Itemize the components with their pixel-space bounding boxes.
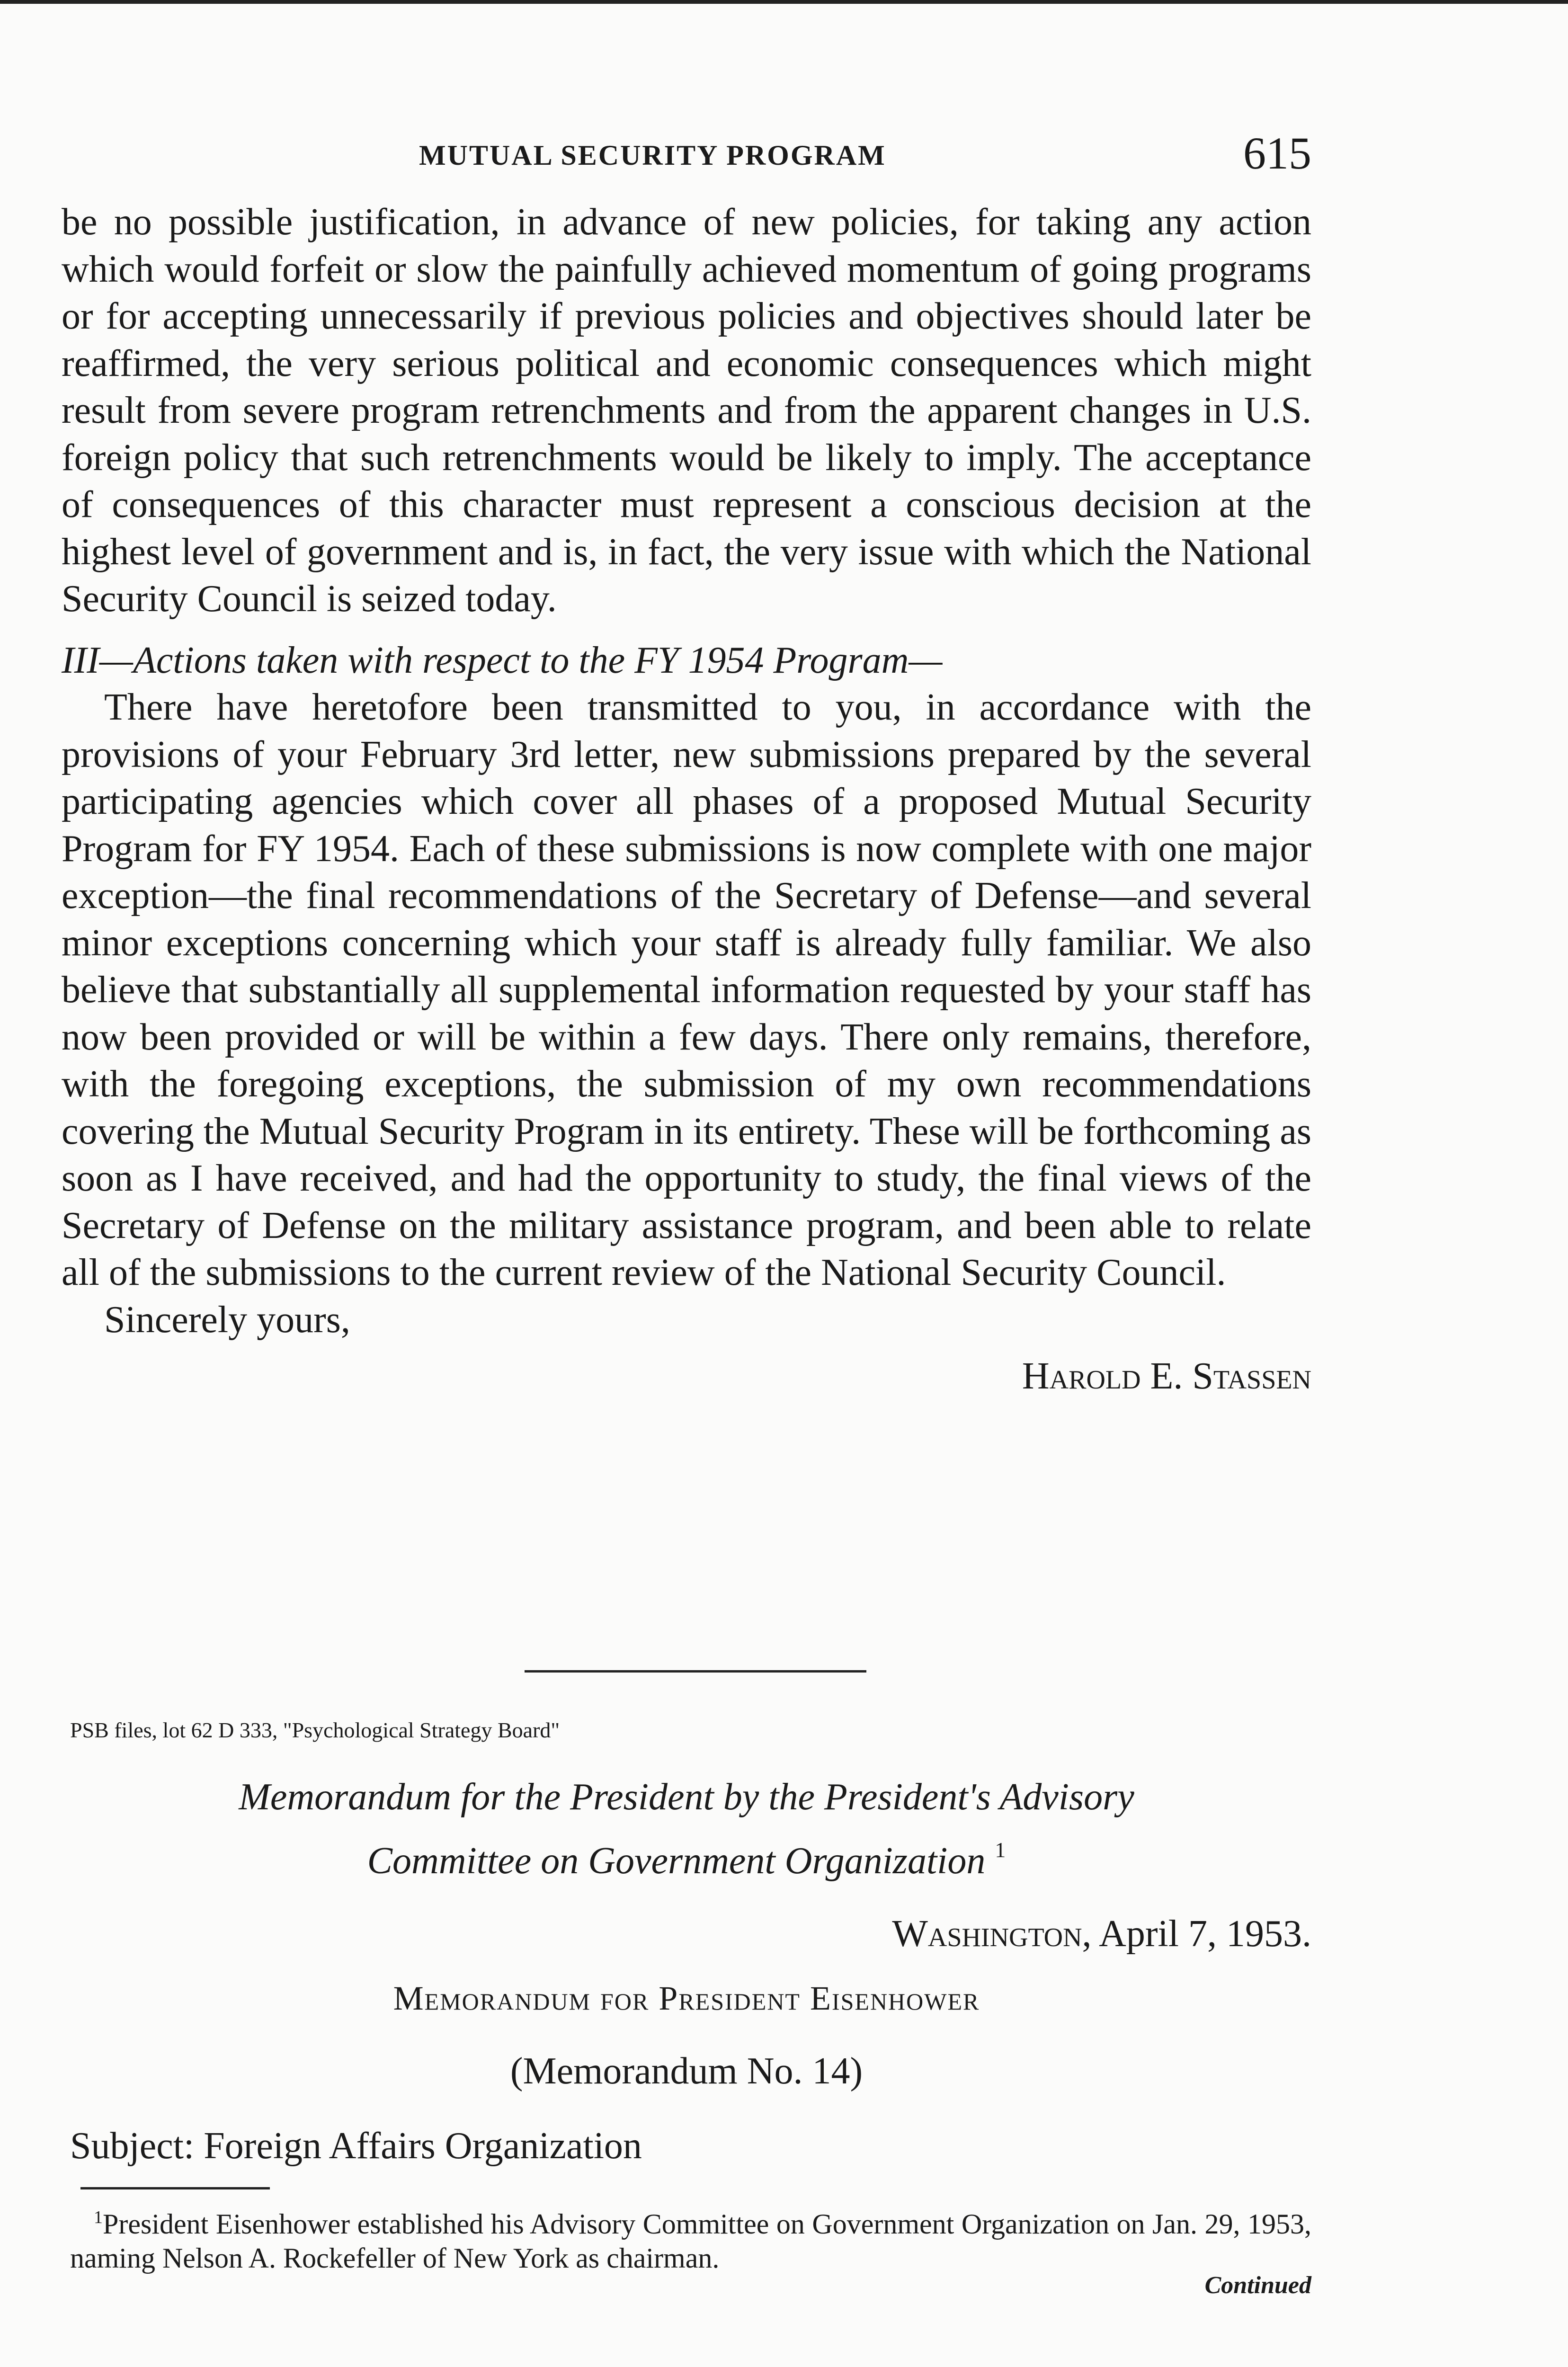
top-border: [0, 0, 1568, 4]
memo-title-line-1: Memorandum for the President by the President's Advisory: [239, 1776, 1134, 1818]
memo-title-line-2-text: Committee on Government Organization: [367, 1840, 986, 1882]
paragraph-actions: There have heretofore been transmitted to you, in accordance with the provisions of your February 3rd letter, new submissions prepared by the several participating agencies which cover all phases of a proposed Mutual Security Program for FY 1954. Each of these submissions is now complete with one major exception—the final recommendations of the Secretary of Defense—and several minor exceptions concerning which your staff is already fully familiar. We also believe that substantially all supplemental information requested by your staff has now been provided or will be within a few days. There only remains, therefore, with the foregoing exceptions, the submission of my own recommendations covering the Mutual Security Program in its entirety. These will be forthcoming as soon as I have received, and had the opportunity to study, the final views of the Secretary of Defense on the military assistance program, and been able to relate all of the submissions to the current review of the National Security Council.: [62, 686, 1311, 1293]
continued-note: Continued: [1204, 2272, 1311, 2299]
page-number: 615: [1243, 128, 1311, 178]
section-heading: III—Actions taken with respect to the FY 1954 Program—: [62, 639, 943, 681]
footnote-text: President Eisenhower established his Advisory Committee on Government Organization on Jan. 29, 1953, naming Nelson A. Rockefeller of New York as chairman.: [70, 2208, 1311, 2274]
dateline-date: , April 7, 1953.: [1082, 1913, 1311, 1955]
paragraph-continuation: be no possible justification, in advance of new policies, for taking any action which would forfeit or slow the painfully achieved momentum of going programs or for accepting unnecessarily if previous policies and objectives should later be reaffirmed, the very serious political and economic consequences which might result from severe program retrenchments and from the apparent changes in U.S. foreign policy that such retrenchments would be likely to imply. The acceptance of consequences of this character must represent a conscious decision at the highest level of government and is, in fact, the very issue with which the National Security Council is seized today.: [62, 201, 1311, 620]
memo-subject: Subject: Foreign Affairs Organization: [70, 2125, 642, 2167]
dateline-city: Washington: [892, 1913, 1082, 1955]
running-head: MUTUAL SECURITY PROGRAM: [419, 140, 886, 171]
footnote-reference: 1: [995, 1838, 1006, 1862]
letter-closing: Sincerely yours,: [104, 1299, 350, 1341]
memo-number: (Memorandum No. 14): [510, 2050, 863, 2092]
page-header: [62, 127, 1311, 178]
source-note: PSB files, lot 62 D 333, "Psychological Strategy Board": [70, 1718, 560, 1742]
letter-signature: Harold E. Stassen: [1022, 1355, 1311, 1397]
memo-title-line-2: [62, 1824, 1311, 1887]
footnote-marker: 1: [94, 2207, 103, 2227]
section-divider: [525, 1670, 866, 1673]
memo-addressee: Memorandum for President Eisenhower: [393, 1979, 980, 2017]
footnote-rule: [80, 2187, 270, 2189]
dateline: [892, 1913, 1311, 1956]
body-text: [62, 199, 1311, 1400]
memo-title: [62, 1771, 1311, 1887]
footnote: [70, 2200, 1311, 2275]
